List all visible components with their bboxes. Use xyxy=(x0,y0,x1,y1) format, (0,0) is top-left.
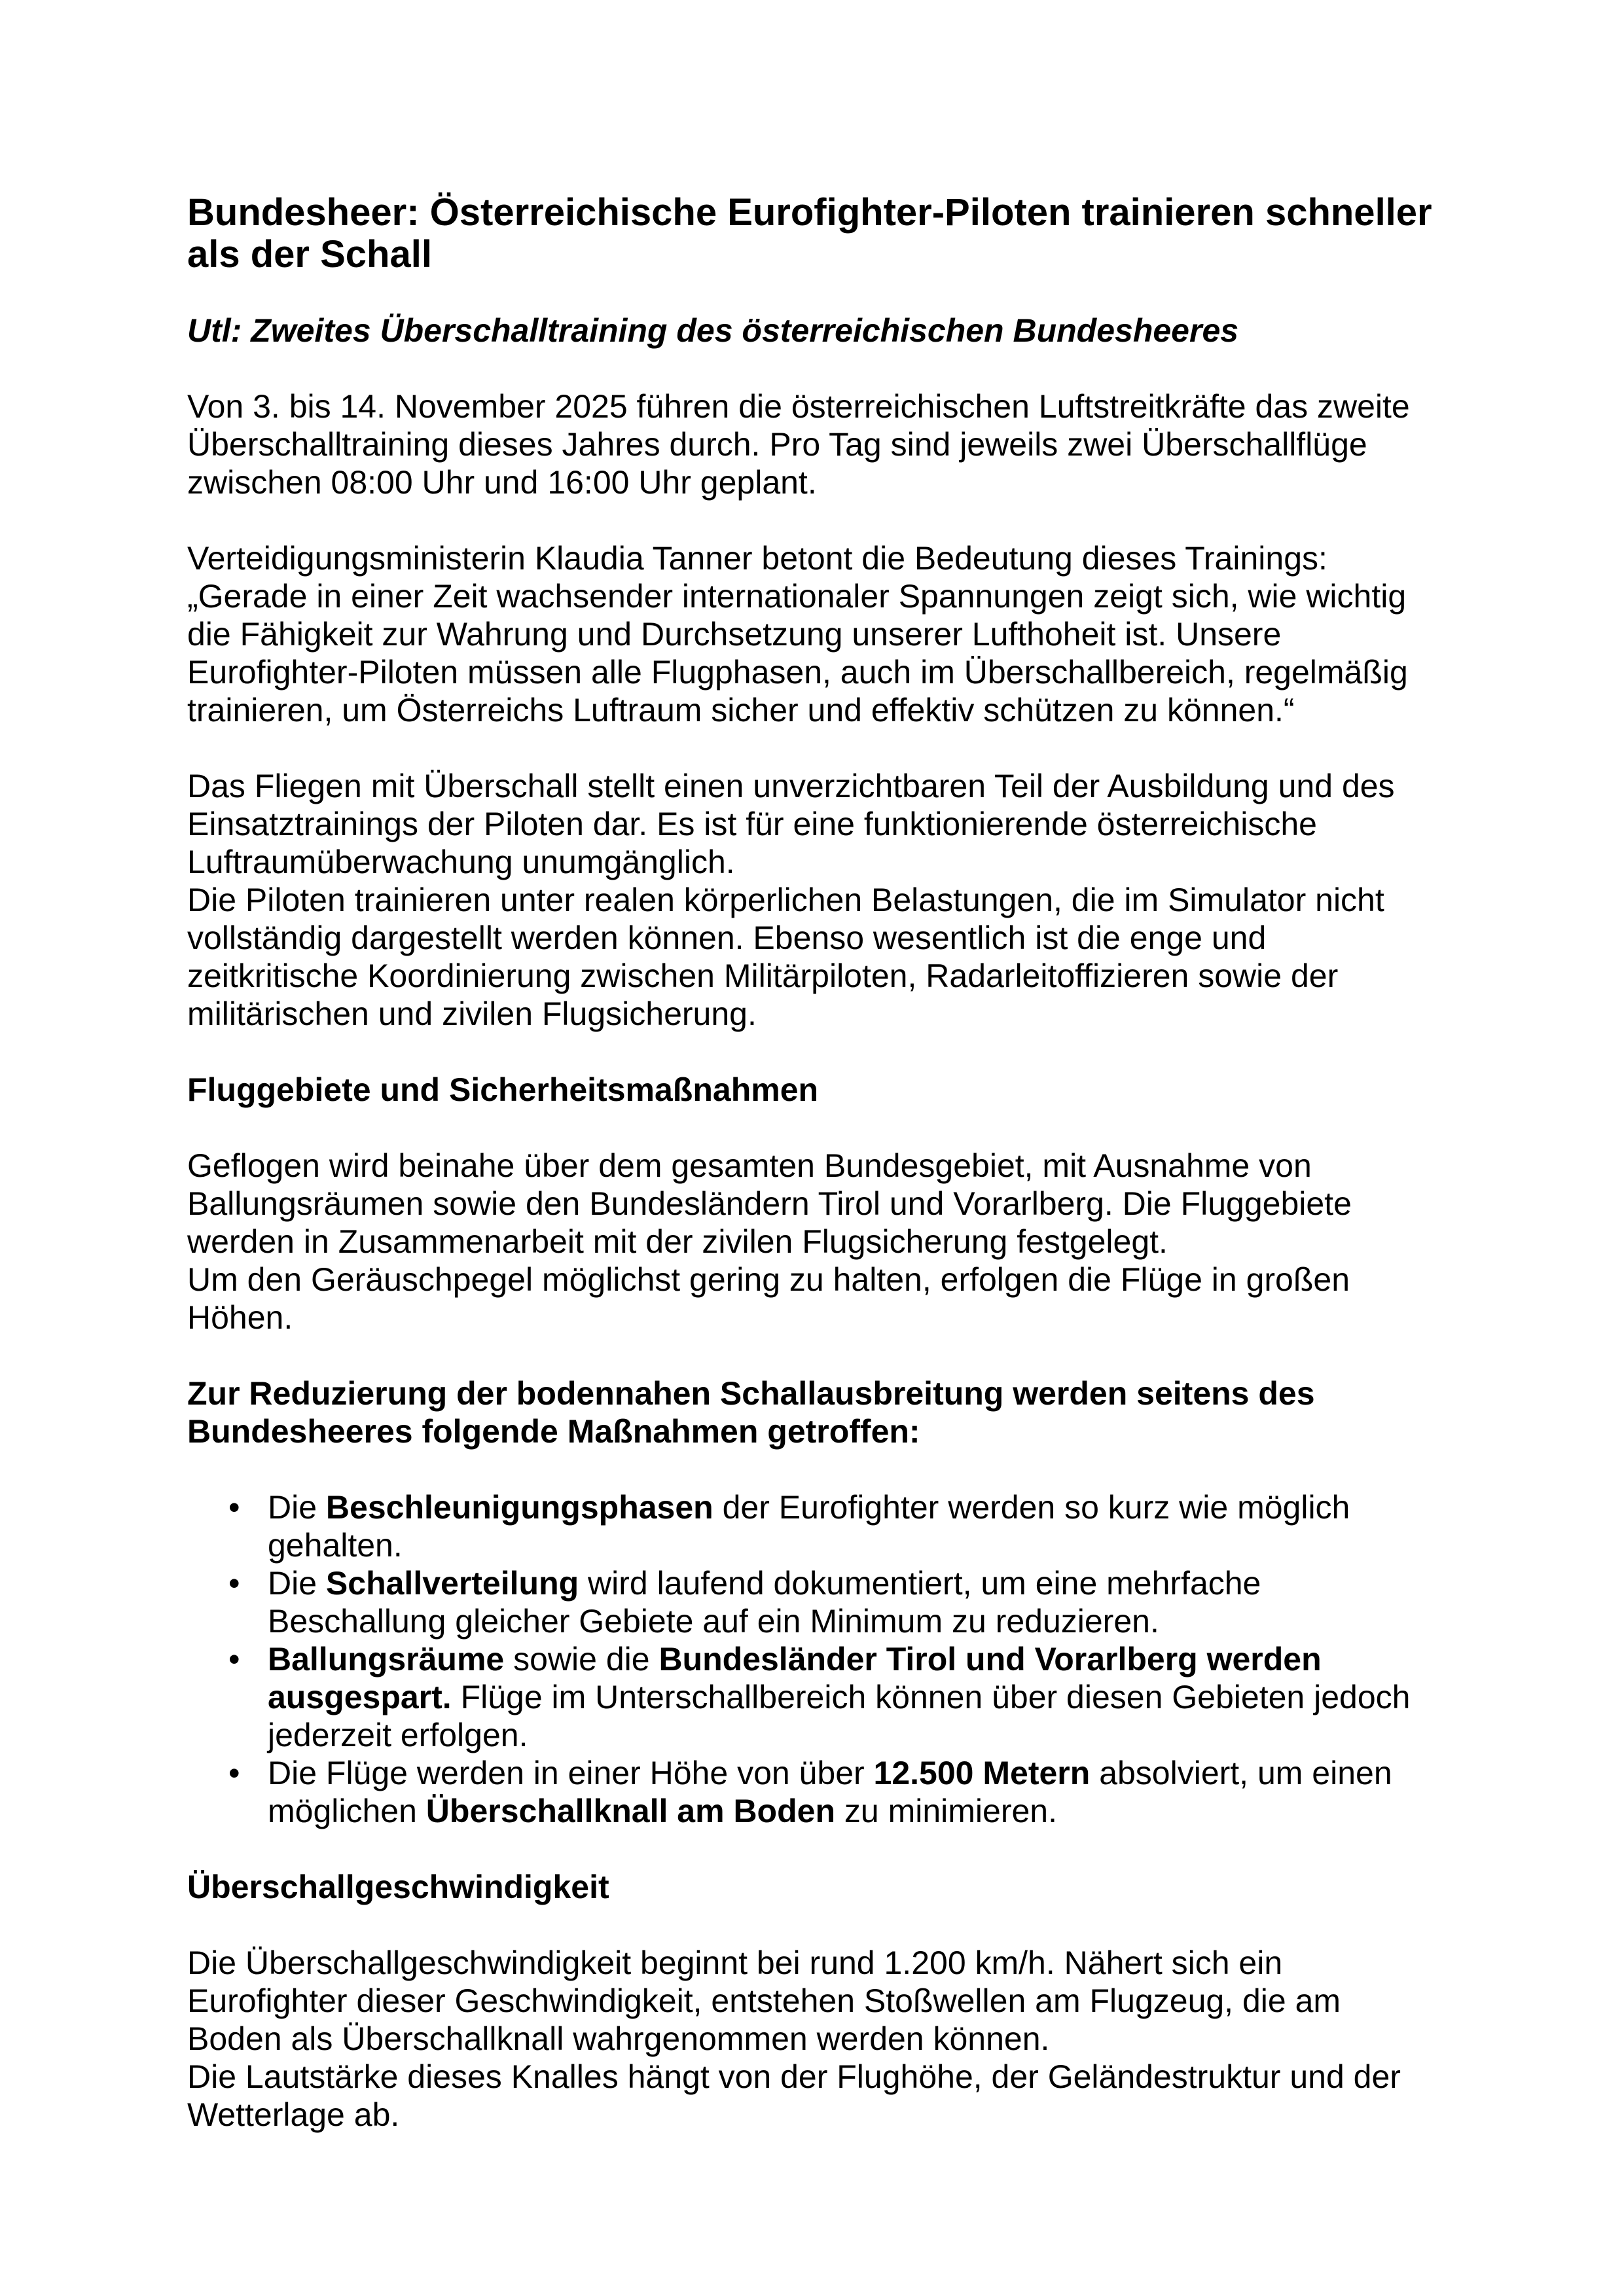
measures-list xyxy=(187,1488,1438,1830)
list-item-sound-distribution xyxy=(187,1564,1438,1640)
bullet-icon: • xyxy=(228,1755,240,1791)
paragraph-training-dates: Von 3. bis 14. November 2025 führen die österreichischen Luftstreitkräfte das zweite Überschalltraining dieses Jahres durch. Pro Tag sind jeweils zwei Überschallflüge zwischen 08:00 Uhr und 16:00 Uhr geplant. xyxy=(187,388,1410,501)
section-heading-flight-areas: Fluggebiete und Sicherheitsmaßnahmen xyxy=(187,1071,819,1108)
list-item-acceleration xyxy=(187,1488,1438,1564)
list-item-text: Ballungsräume sowie die Bundesländer Tirol und Vorarlberg werden ausgespart. Flüge im Unterschallbereich können über diesen Gebieten jedoch jederzeit erfolgen. xyxy=(268,1641,1411,1753)
bullet-icon: • xyxy=(228,1641,240,1677)
list-item-text: Die Schallverteilung wird laufend dokumentiert, um eine mehrfache Beschallung gleicher Gebiete auf ein Minimum zu reduzieren. xyxy=(268,1565,1261,1640)
subtitle: Utl: Zweites Überschalltraining des österreichischen Bundesheeres xyxy=(187,312,1239,349)
list-item-text: Die Beschleunigungsphasen der Eurofighter werden so kurz wie möglich gehalten. xyxy=(268,1489,1350,1564)
paragraph-pilot-training: Die Piloten trainieren unter realen körperlichen Belastungen, die im Simulator nicht vollständig dargestellt werden können. Ebenso wesentlich ist die enge und zeitkritische Koordinierung zwischen Militärpiloten, Radarleitoffizieren sowie der militärischen und zivilen Flugsicherung. xyxy=(187,882,1384,1032)
paragraph-supersonic-speed: Die Überschallgeschwindigkeit beginnt bei rund 1.200 km/h. Nähert sich ein Eurofighter dieser Geschwindigkeit, entstehen Stoßwellen am Flugzeug, die am Boden als Überschallknall wahrgenommen werden können. xyxy=(187,1945,1341,2057)
list-item-flight-altitude xyxy=(187,1754,1438,1830)
paragraph-boom-loudness: Die Lautstärke dieses Knalles hängt von der Flughöhe, der Geländestruktur und der Wetterlage ab. xyxy=(187,2058,1401,2133)
measures-intro: Zur Reduzierung der bodennahen Schallausbreitung werden seitens des Bundesheeres folgende Maßnahmen getroffen: xyxy=(187,1375,1315,1450)
list-item-text: Die Flüge werden in einer Höhe von über 12.500 Metern absolviert, um einen möglichen Überschallknall am Boden zu minimieren. xyxy=(268,1755,1392,1829)
paragraph-training-importance: Das Fliegen mit Überschall stellt einen unverzichtbaren Teil der Ausbildung und des Einsatztrainings der Piloten dar. Es ist für eine funktionierende österreichische Luftraumüberwachung unumgänglich. xyxy=(187,768,1395,880)
section-heading-supersonic: Überschallgeschwindigkeit xyxy=(187,1869,609,1905)
paragraph-flight-areas: Geflogen wird beinahe über dem gesamten Bundesgebiet, mit Ausnahme von Ballungsräumen sowie den Bundesländern Tirol und Vorarlberg. Die Fluggebiete werden in Zusammenarbeit mit der zivilen Flugsicherung festgelegt. xyxy=(187,1147,1352,1260)
bullet-icon: • xyxy=(228,1489,240,1526)
list-item-excluded-areas xyxy=(187,1640,1438,1754)
bullet-icon: • xyxy=(228,1565,240,1602)
paragraph-minister-quote: Verteidigungsministerin Klaudia Tanner betont die Bedeutung dieses Trainings: „Gerade in einer Zeit wachsender internationaler Spannungen zeigt sich, wie wichtig die Fähigkeit zur Wahrung und Durchsetzung unserer Lufthoheit ist. Unsere Eurofighter-Piloten müssen alle Flugphasen, auch im Überschallbereich, regelmäßig trainieren, um Österreichs Luftraum sicher und effektiv schützen zu können.“ xyxy=(187,540,1408,728)
paragraph-noise-altitude: Um den Geräuschpegel möglichst gering zu halten, erfolgen die Flüge in großen Höhen. xyxy=(187,1261,1350,1336)
page-title: Bundesheer: Österreichische Eurofighter-Piloten trainieren schneller als der Schall xyxy=(187,191,1432,276)
